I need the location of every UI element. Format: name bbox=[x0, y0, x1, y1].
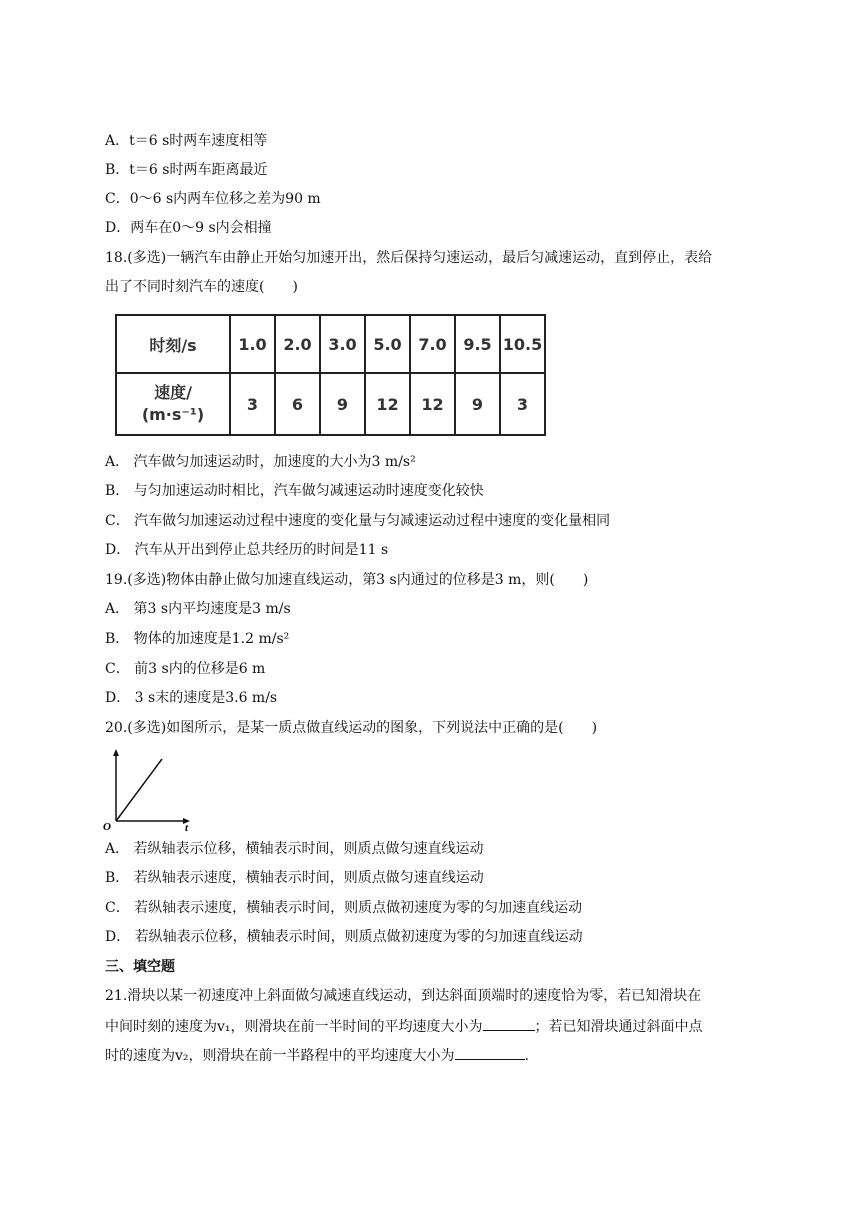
q20-option-c: C． 若纵轴表示速度，横轴表示时间，则质点做初速度为零的匀加速直线运动 bbox=[105, 900, 583, 916]
q21-line3 bbox=[105, 1045, 529, 1066]
q19-option-c: C． 前3 s内的位移是6 m bbox=[105, 661, 266, 677]
answer-blank-2[interactable] bbox=[455, 1045, 525, 1060]
q21-line1: 21.滑块以某一初速度冲上斜面做匀减速直线运动，到达斜面顶端时的速度恰为零，若已知滑块在 bbox=[105, 988, 702, 1004]
section-heading: 三、填空题 bbox=[105, 959, 175, 975]
table-cell-time: 1.0 bbox=[230, 315, 275, 373]
table-row-time bbox=[116, 315, 545, 373]
linear-graph bbox=[100, 748, 200, 833]
q18-option-d: D． 汽车从开出到停止总共经历的时间是11 s bbox=[105, 542, 389, 558]
table-cell-time: 7.0 bbox=[410, 315, 455, 373]
q20-option-a: A． 若纵轴表示位移，横轴表示时间，则质点做匀速直线运动 bbox=[105, 841, 484, 857]
q21-line3-text-b: . bbox=[524, 1048, 529, 1064]
q20-option-b: B． 若纵轴表示速度，横轴表示时间，则质点做匀速直线运动 bbox=[105, 870, 484, 886]
table-cell-time: 2.0 bbox=[275, 315, 320, 373]
speed-header-unit: (m·s⁻¹) bbox=[141, 405, 205, 424]
table-cell-speed: 3 bbox=[500, 373, 545, 435]
q21-line2-text-b: ；若已知滑块通过斜面中点 bbox=[534, 1019, 703, 1035]
speed-header-top: 速度/ bbox=[154, 383, 192, 402]
table-cell-speed: 6 bbox=[275, 373, 320, 435]
table-cell-time: 3.0 bbox=[320, 315, 365, 373]
y-axis-arrow bbox=[113, 749, 119, 756]
q18-option-b: B． 与匀加速运动时相比，汽车做匀减速运动时速度变化较快 bbox=[105, 483, 484, 499]
table-cell-time: 10.5 bbox=[500, 315, 545, 373]
q17-option-a: A．t＝6 s时两车速度相等 bbox=[105, 133, 268, 149]
table-cell-speed: 3 bbox=[230, 373, 275, 435]
table-cell-time: 5.0 bbox=[365, 315, 410, 373]
q19-option-a: A． 第3 s内平均速度是3 m/s bbox=[105, 601, 291, 617]
table-cell-speed: 12 bbox=[365, 373, 410, 435]
q19-option-b: B． 物体的加速度是1.2 m/s² bbox=[105, 631, 290, 647]
table-cell-speed: 9 bbox=[320, 373, 365, 435]
q18-option-c: C． 汽车做匀加速运动过程中速度的变化量与匀减速运动过程中速度的变化量相同 bbox=[105, 513, 611, 529]
table-row-speed bbox=[116, 373, 545, 435]
q20-stem: 20.(多选)如图所示，是某一质点做直线运动的图象，下列说法中正确的是( ) bbox=[105, 720, 598, 736]
q19-option-d: D． 3 s末的速度是3.6 m/s bbox=[105, 690, 278, 706]
table-cell-speed: 9 bbox=[455, 373, 500, 435]
x-axis-label: t bbox=[185, 822, 189, 833]
q20-option-d: D． 若纵轴表示位移，横轴表示时间，则质点做初速度为零的匀加速直线运动 bbox=[105, 929, 583, 945]
q17-option-d: D．两车在0～9 s内会相撞 bbox=[105, 220, 272, 236]
origin-label: O bbox=[103, 821, 111, 833]
q19-stem: 19.(多选)物体由静止做匀加速直线运动，第3 s内通过的位移是3 m，则( ) bbox=[105, 572, 589, 588]
q21-line2 bbox=[105, 1016, 703, 1037]
q17-option-b: B．t＝6 s时两车距离最近 bbox=[105, 162, 268, 178]
table-header-speed bbox=[116, 373, 230, 435]
graph-line bbox=[116, 759, 162, 821]
answer-blank-1[interactable] bbox=[483, 1016, 535, 1031]
q21-line3-text-a: 时的速度为v₂，则滑块在前一半路程中的平均速度大小为 bbox=[105, 1048, 455, 1064]
velocity-time-table bbox=[115, 314, 546, 436]
q18-stem-line2: 出了不同时刻汽车的速度( ) bbox=[105, 279, 298, 295]
q21-line2-text-a: 中间时刻的速度为v₁，则滑块在前一半时间的平均速度大小为 bbox=[105, 1019, 483, 1035]
table-cell-time: 9.5 bbox=[455, 315, 500, 373]
q18-stem-line1: 18.(多选)一辆汽车由静止开始匀加速开出，然后保持匀速运动，最后匀减速运动，直到停止，表给 bbox=[105, 250, 713, 266]
q17-option-c: C．0～6 s内两车位移之差为90 m bbox=[105, 191, 321, 207]
table-cell-speed: 12 bbox=[410, 373, 455, 435]
table-header-time: 时刻/s bbox=[116, 315, 230, 373]
q18-option-a: A． 汽车做匀加速运动时，加速度的大小为3 m/s² bbox=[105, 454, 416, 470]
